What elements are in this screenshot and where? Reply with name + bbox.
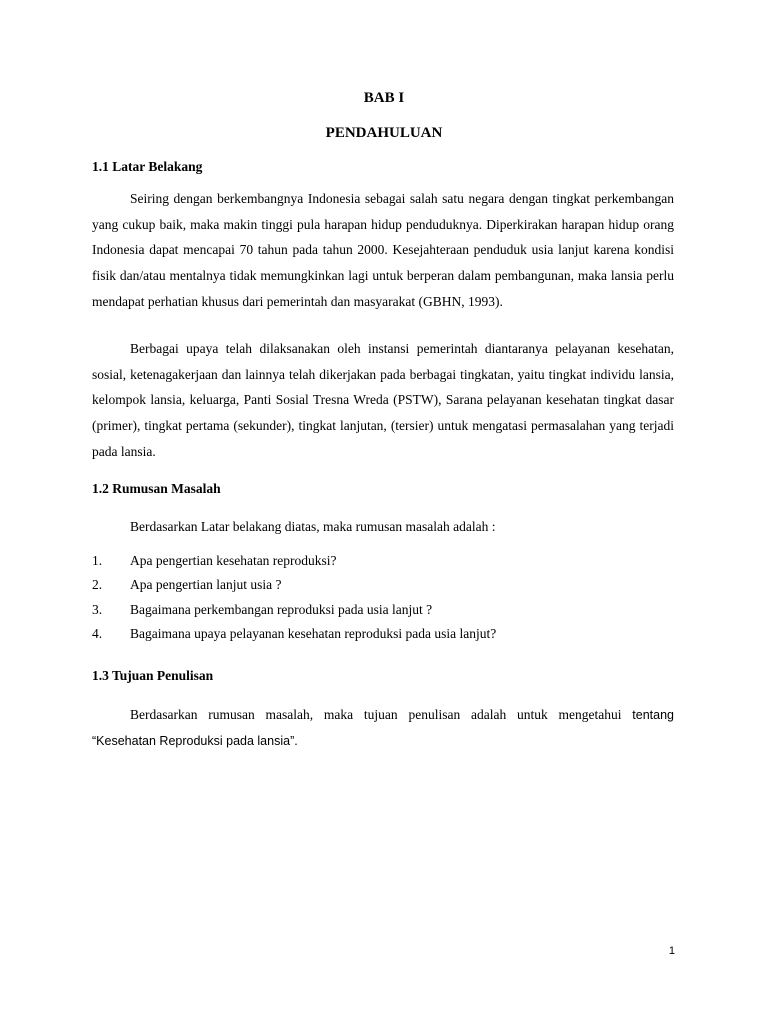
paragraph-tujuan-penulisan (92, 702, 674, 754)
list-item (92, 601, 496, 625)
paragraph-latar-belakang-1: Seiring dengan berkembangnya Indonesia sebagai salah satu negara dengan tingkat perkembangan yang cukup baik, maka makin tinggi pula harapan hidup penduduknya. Diperkirakan harapan hidup orang Indonesia dapat mencapai 70 tahun pada tahun 2000. Kesejahteraan penduduk usia lanjut karena kondisi fisik dan/atau mentalnya tidak memungkinkan lagi untuk berperan dalam pembangunan, maka lansia perlu mendapat perhatian khusus dari pemerintah dan masyarakat (GBHN, 1993). (92, 191, 674, 309)
paragraph-tail-open: tentang “ (92, 708, 674, 748)
list-item (92, 552, 496, 576)
list-item (92, 576, 496, 600)
list-item-text: Bagaimana upaya pelayanan kesehatan reproduksi pada usia lanjut? (130, 625, 497, 641)
paragraph-lead-text: Berdasarkan rumusan masalah, maka tujuan penulisan adalah untuk mengetahui (130, 707, 622, 722)
page-number: 1 (668, 945, 675, 957)
list-item-number: 2. (92, 577, 103, 593)
list-item-text: Apa pengertian kesehatan reproduksi? (130, 553, 337, 568)
list-item (92, 625, 496, 649)
section-heading-rumusan-masalah: 1.2 Rumusan Masalah (92, 481, 221, 496)
list-item-number: 4. (92, 625, 103, 641)
list-item-number: 1. (92, 553, 103, 568)
chapter-label: BAB I (363, 90, 405, 106)
section-heading-tujuan-penulisan: 1.3 Tujuan Penulisan (92, 668, 214, 683)
paragraph-tail-close: ”. (290, 734, 298, 748)
rumusan-masalah-intro: Berdasarkan Latar belakang diatas, maka rumusan masalah adalah : (130, 519, 496, 534)
list-item-number: 3. (92, 601, 103, 617)
rumusan-masalah-list (92, 552, 496, 649)
list-item-text: Apa pengertian lanjut usia ? (130, 577, 282, 593)
list-item-text: Bagaimana perkembangan reproduksi pada usia lanjut ? (130, 601, 433, 617)
paragraph-latar-belakang-2: Berbagai upaya telah dilaksanakan oleh instansi pemerintah diantaranya pelayanan kesehatan, sosial, ketenagakerjaan dan lainnya telah dikerjakan pada berbagai tingkatan, yaitu tingkat individu lansia, kelompok lansia, keluarga, Panti Sosial Tresna Wreda (PSTW), Sarana pelayanan kesehatan tingkat dasar (primer), tingkat pertama (sekunder), tingkat lanjutan, (tersier) untuk mengatasi permasalahan yang terjadi pada lansia. (92, 341, 674, 459)
section-heading-latar-belakang: 1.1 Latar Belakang (92, 159, 203, 174)
chapter-title: PENDAHULUAN (325, 125, 443, 141)
paragraph-quoted-title: Kesehatan Reproduksi pada lansia (96, 734, 291, 748)
